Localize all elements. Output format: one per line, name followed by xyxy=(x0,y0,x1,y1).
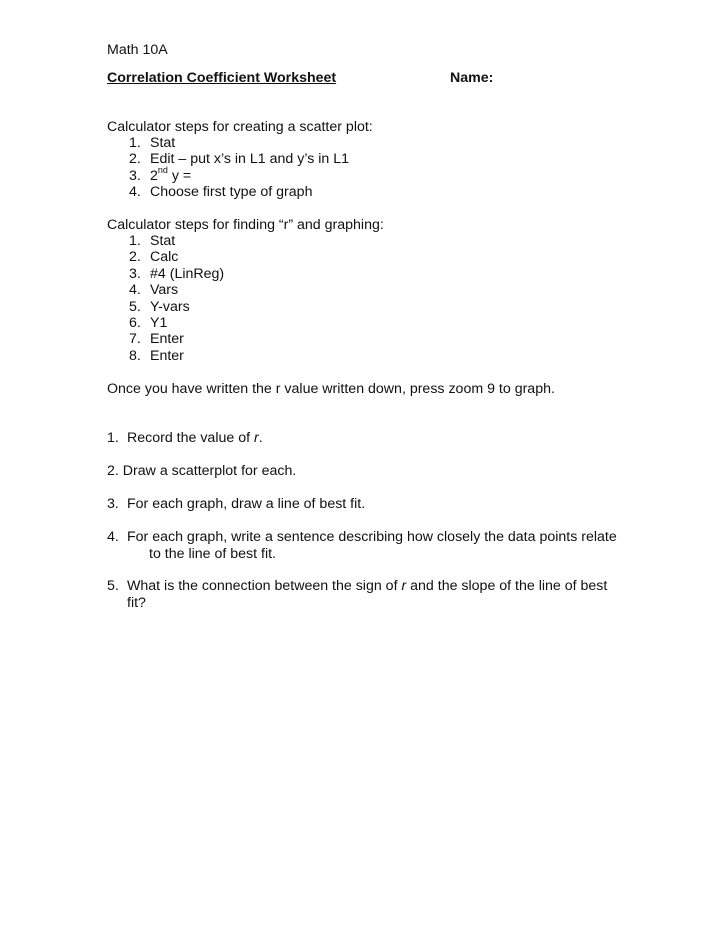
step-text: Stat xyxy=(150,135,176,151)
scatter-steps-heading: Calculator steps for creating a scatter plot: xyxy=(107,119,373,135)
question-text: For each graph, draw a line of best fit. xyxy=(127,496,366,512)
r-steps-list xyxy=(129,233,224,364)
step-number: 4. xyxy=(129,282,141,299)
question-text-continued: to the line of best fit. xyxy=(149,546,276,562)
question-text: Record the value of xyxy=(127,430,254,446)
list-item xyxy=(129,233,224,249)
question-text: What is the connection between the sign of xyxy=(127,578,402,594)
question-variable: r xyxy=(401,578,407,594)
step-number: 5. xyxy=(129,298,141,315)
step-number: 8. xyxy=(129,347,141,364)
scatter-steps-list xyxy=(129,135,349,201)
step-text: Calc xyxy=(150,249,179,266)
question-3 xyxy=(107,496,365,513)
question-text: Draw a scatterplot for each. xyxy=(122,463,297,479)
question-text-continued: fit? xyxy=(127,595,146,611)
question-variable: r xyxy=(253,430,259,446)
step-number: 3. xyxy=(129,167,141,184)
list-item xyxy=(129,348,224,364)
list-item xyxy=(129,266,224,282)
course-label: Math 10A xyxy=(107,42,168,58)
step-text: #4 (LinReg) xyxy=(150,265,225,282)
list-item xyxy=(129,299,224,315)
question-number: 4. xyxy=(107,529,119,545)
name-label: Name: xyxy=(450,70,494,86)
step-number: 1. xyxy=(129,135,141,151)
step-text: Y1 xyxy=(150,315,168,332)
step-number: 3. xyxy=(129,265,141,282)
question-text-end: . xyxy=(258,430,263,446)
question-number: 3. xyxy=(107,496,119,512)
question-2 xyxy=(107,463,296,480)
list-item xyxy=(129,249,224,265)
step-text: Choose first type of graph xyxy=(150,184,313,201)
question-text-end: and the slope of the line of best xyxy=(406,578,608,594)
worksheet-title: Correlation Coefficient Worksheet xyxy=(107,70,337,86)
question-4 xyxy=(107,529,617,563)
step-text-superscript: nd xyxy=(157,165,168,176)
step-number: 1. xyxy=(129,233,141,249)
step-text: Vars xyxy=(150,282,179,299)
question-number: 2. xyxy=(107,463,119,479)
step-text-pre: 2 xyxy=(150,167,158,184)
question-number: 5. xyxy=(107,578,119,594)
step-text: Stat xyxy=(150,233,176,249)
step-number: 2. xyxy=(129,249,141,266)
step-number: 4. xyxy=(129,184,141,201)
step-number: 7. xyxy=(129,331,141,348)
list-item xyxy=(129,331,224,347)
question-5 xyxy=(107,578,607,612)
step-number: 2. xyxy=(129,151,141,168)
list-item xyxy=(129,282,224,298)
step-text: Enter xyxy=(150,331,184,348)
list-item xyxy=(129,184,349,200)
step-text: Enter xyxy=(150,347,184,364)
question-number: 1. xyxy=(107,430,119,446)
step-number: 6. xyxy=(129,315,141,332)
list-item xyxy=(129,315,224,331)
list-item xyxy=(129,165,349,184)
step-text: Y-vars xyxy=(150,298,190,315)
graph-instruction: Once you have written the r value written down, press zoom 9 to graph. xyxy=(107,381,555,397)
list-item xyxy=(129,135,349,151)
question-1 xyxy=(107,430,263,447)
question-text: For each graph, write a sentence describing how closely the data points relate xyxy=(127,529,617,545)
step-text-post: y = xyxy=(167,167,192,184)
step-text: Edit – put x’s in L1 and y’s in L1 xyxy=(150,151,350,168)
r-steps-heading: Calculator steps for finding “r” and graphing: xyxy=(107,217,384,233)
